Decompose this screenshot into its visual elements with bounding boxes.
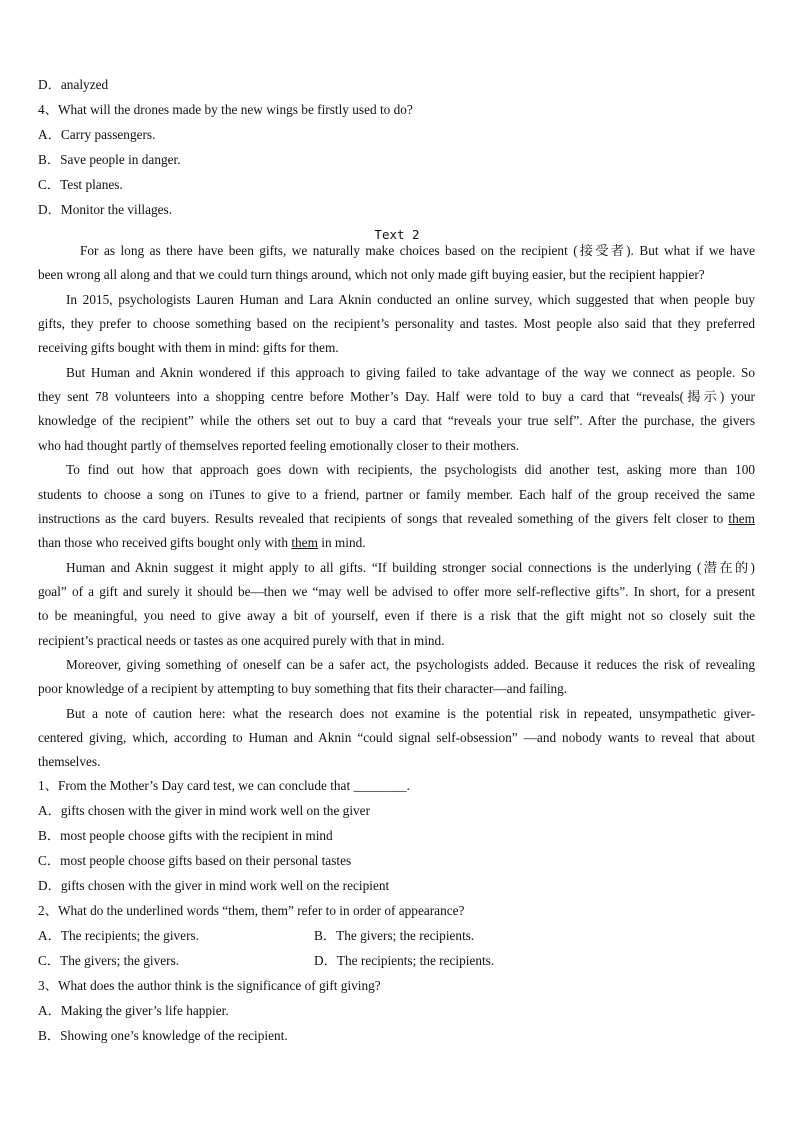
text-segment: to be meaningful, you need to give away a bit of yourself, even if there is a risk that the gift might not so closely suit the [38,608,755,624]
text-segment: who had thought partly of themselves reported feeling emotionally closer to their mothers. [38,437,520,453]
text-segment: Human and Aknin suggest it might apply to all gifts. “If building stronger social connections is the underlying (潜在的) [66,559,755,575]
paragraph-line [38,754,100,770]
text-segment: In 2015, psychologists Lauren Human and Lara Aknin conducted an online survey, which suggested that when people buy [66,291,755,307]
paragraph-line [38,267,705,283]
paragraph-line [38,730,755,746]
text-segment: Moreover, giving something of oneself can be a safer act, the psychologists added. Because it reduces the risk of revealing [66,656,755,672]
text-segment: But Human and Aknin wondered if this approach to giving failed to take advantage of the way we connect as people. So [66,364,755,380]
answer-option: A．Making the giver’s life happier. [38,1003,229,1018]
passage-title: Text 2 [374,227,420,242]
paragraph-line [38,487,755,503]
paragraph-line [38,316,755,332]
paragraph-line [38,413,755,429]
paragraph-line [38,340,339,356]
question-text: 3、What does the author think is the significance of gift giving? [38,978,381,993]
text-segment: instructions as the card buyers. Results revealed that recipients of songs that revealed something of the givers felt closer to [38,510,729,526]
text-segment: goal” of a gift and surely it should be—then we “may well be advised to offer more self-reflective gifts”. In short, for a present [38,583,755,599]
text-segment: gifts, they prefer to choose something based on the recipient’s personality and tastes. Most people also said that they preferred [38,316,755,332]
paragraph-line [66,657,755,673]
answer-option: A．gifts chosen with the giver in mind work well on the giver [38,803,370,818]
paragraph-line [66,560,755,576]
paragraph-line [66,292,755,308]
answer-option: D．analyzed [38,77,109,92]
paragraph-line [38,535,366,551]
text-segment: they sent 78 volunteers into a shopping centre before Mother’s Day. Half were told to buy a card that “reveals(揭示) your [38,389,755,405]
text-segment: been wrong all along and that we could turn things around, which not only made gift buying easier, but the recipient happier? [38,267,705,283]
paragraph-line [66,706,755,722]
text-segment: themselves. [38,754,101,770]
paragraph-line [38,608,755,624]
answer-option: D．The recipients; the recipients. [314,953,495,968]
text-segment: receiving gifts bought with them in mind: gifts for them. [38,340,339,356]
text-segment: centered giving, which, according to Human and Aknin “could signal self-obsession” —and nobody wants to reveal that about [38,730,755,745]
answer-option: B．Showing one’s knowledge of the recipient. [38,1028,288,1043]
paragraph-line [38,681,567,697]
underlined-word: them [291,535,318,551]
answer-option: C．Test planes. [38,177,123,192]
answer-option: C．The givers; the givers. [38,953,180,968]
text-segment: But a note of caution here: what the research does not examine is the potential risk in repeated, unsympathetic giver- [66,705,755,721]
paragraph-line [38,584,755,600]
text-segment: For as long as there have been gifts, we naturally make choices based on the recipient (接受者). But what if we have [80,243,755,258]
answer-option: B．The givers; the recipients. [314,928,475,943]
question-text: 4、What will the drones made by the new wings be firstly used to do? [38,102,413,117]
paragraph-line [66,462,755,478]
paragraph-line [38,438,519,454]
text-segment: students to choose a song on iTunes to give to a friend, partner or family member. Each half of the group received the same [38,486,755,502]
paragraph-line [38,511,755,527]
paragraph-line [80,243,755,259]
answer-option: D．gifts chosen with the giver in mind work well on the recipient [38,878,390,893]
text-segment: than those who received gifts bought only with [38,535,292,551]
paragraph-line [66,365,755,381]
answer-option: A．The recipients; the givers. [38,928,199,943]
answer-option: D．Monitor the villages. [38,202,173,217]
answer-option: A．Carry passengers. [38,127,156,142]
paragraph-line [38,633,445,649]
paragraph-line [38,389,755,405]
underlined-word: them [728,510,755,526]
text-segment: in mind. [317,535,366,551]
question-text: 2、What do the underlined words “them, them” refer to in order of appearance? [38,903,465,918]
text-segment: To find out how that approach goes down with recipients, the psychologists did another test, asking more than 100 [66,462,755,478]
answer-option: C．most people choose gifts based on their personal tastes [38,853,352,868]
answer-option: B．Save people in danger. [38,152,181,167]
text-segment: recipient’s practical needs or tastes as one acquired purely with that in mind. [38,632,445,648]
text-segment: knowledge of the recipient” while the others set out to buy a card that “reveals your true self”. After the purchase, the givers [38,413,755,429]
question-text: 1、From the Mother’s Day card test, we can conclude that ________. [38,778,410,793]
text-segment: poor knowledge of a recipient by attempting to buy something that fits their character—and failing. [38,681,568,697]
answer-option: B．most people choose gifts with the recipient in mind [38,828,333,843]
